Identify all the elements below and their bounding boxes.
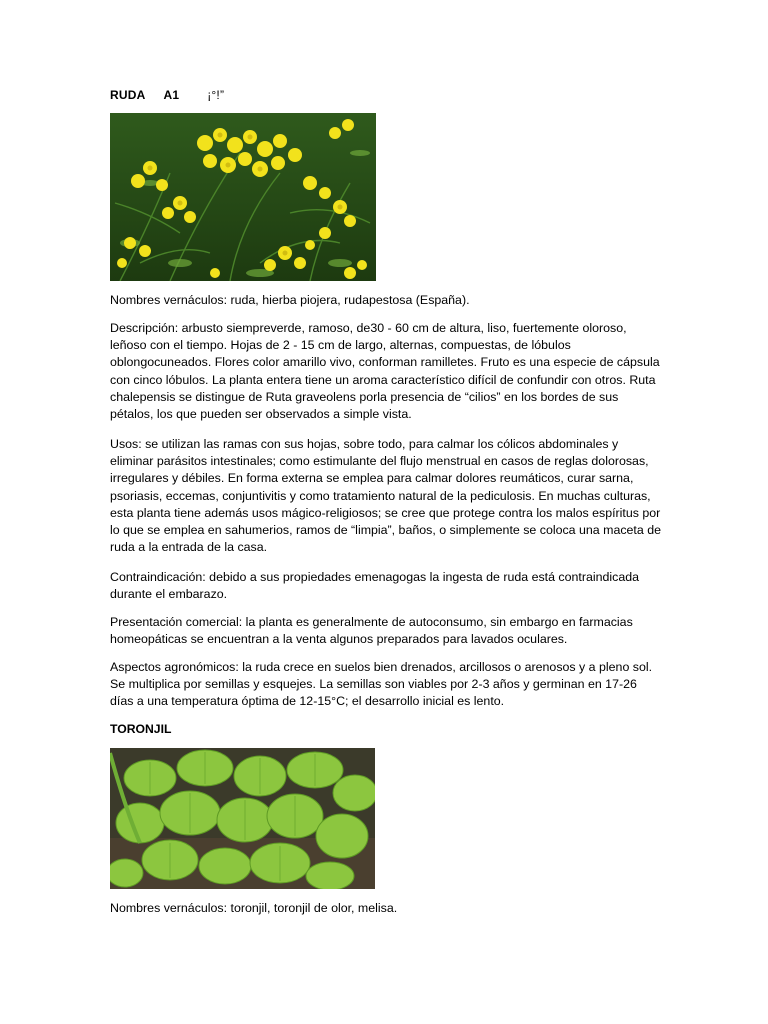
green-leaves-photo-icon: [110, 748, 375, 889]
toronjil-photo: [110, 748, 375, 889]
ruda-code: A1: [163, 88, 180, 102]
ruda-uses: Usos: se utilizan las ramas con sus hojas, sobre todo, para calmar los cólicos abdominales y eliminar parásitos intestinales; como estimulante del flujo menstrual en casos de reglas dolorosas, irregulares y débiles. En forma externa se emplea para calmar dolores reumáticos, curar sarna, psoriasis, eccemas, conjuntivitis y como tratamiento natural de la pediculosis. En muchas culturas, esta planta tiene además usos mágico-religiosos; se cree que protege contra los malos espíritus por lo que se emplea en sahumerios, ramos de “limpia”, baños, o simplemente se coloca una maceta de ruda a la entrada de la casa.: [110, 437, 661, 555]
toronjil-vernacular: Nombres vernáculos: toronjil, toronjil de olor, melisa.: [110, 901, 398, 915]
ruda-photo: [110, 113, 376, 281]
ruda-mark: ¡°!”: [207, 88, 225, 102]
ruda-description: Descripción: arbusto siempreverde, ramoso, de30 - 60 cm de altura, liso, fuertemente oloroso, leñoso con el tiempo. Hojas de 2 - 15 cm de largo, alternas, compuestas, de lóbulos oblongocuneados. Flores color amarillo vivo, conforman ramilletes. Fruto es una especie de cápsula con cinco lóbulos. La planta entera tiene un aroma característico difícil de confundir con otros. Ruta chalepensis se distingue de Ruta graveolens porla presencia de “cilios” en los bordes de sus pétalos, los que pueden ser observados a simple vista.: [110, 321, 660, 422]
ruda-vernacular: Nombres vernáculos: ruda, hierba piojera, rudapestosa (España).: [110, 293, 470, 307]
ruda-heading: [110, 88, 224, 102]
ruda-commercial: Presentación comercial: la planta es generalmente de autoconsumo, sin embargo en farmacias homeopáticas se encuentran a la venta algunos preparados para lavados oculares.: [110, 615, 633, 647]
ruda-title: RUDA: [110, 88, 146, 102]
ruda-contraindication: Contraindicación: debido a sus propiedades emenagogas la ingesta de ruda está contraindicada durante el embarazo.: [110, 570, 640, 602]
yellow-flowers-photo-icon: [110, 113, 376, 281]
toronjil-heading: TORONJIL: [110, 722, 172, 736]
ruda-agronomic: Aspectos agronómicos: la ruda crece en suelos bien drenados, arcillosos o arenosos y a pleno sol. Se multiplica por semillas y esquejes. La semillas son viables por 2-3 años y germinan en 17-26 días a una temperatura óptima de 12-15°C; el desarrollo inicial es lento.: [110, 660, 653, 709]
